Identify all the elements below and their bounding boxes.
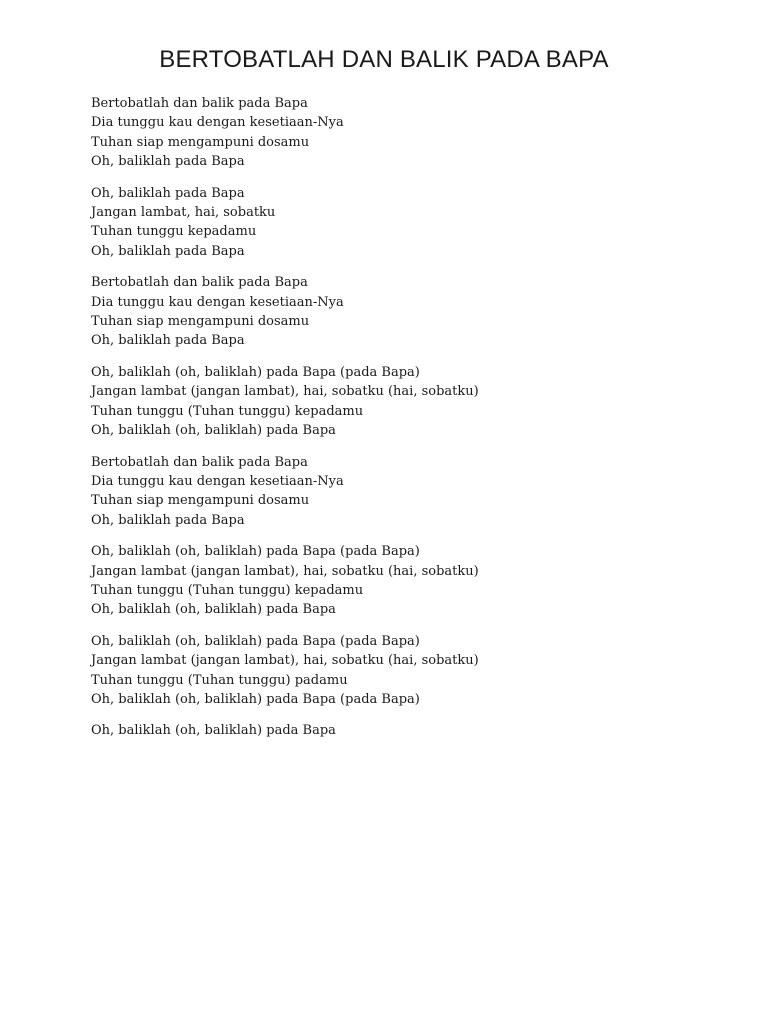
lyrics-body	[91, 94, 711, 753]
lyric-line: Oh, baliklah pada Bapa	[91, 185, 245, 201]
stanza-7	[91, 632, 711, 710]
lyric-line: Bertobatlah dan balik pada Bapa	[91, 454, 308, 470]
stanza-5	[91, 453, 711, 531]
stanza-1	[91, 94, 711, 172]
lyric-line: Tuhan siap mengampuni dosamu	[91, 314, 310, 330]
lyric-line: Dia tunggu kau dengan kesetiaan-Nya	[91, 115, 344, 131]
lyric-line: Jangan lambat (jangan lambat), hai, sobatku (hai, sobatku)	[91, 653, 479, 669]
stanza-3	[91, 273, 711, 351]
lyric-line: Oh, baliklah pada Bapa	[91, 512, 245, 528]
lyric-line: Oh, baliklah (oh, baliklah) pada Bapa	[91, 602, 336, 618]
lyric-line: Oh, baliklah (oh, baliklah) pada Bapa (pada Bapa)	[91, 544, 420, 560]
lyric-line: Bertobatlah dan balik pada Bapa	[91, 96, 308, 111]
page-title: BERTOBATLAH DAN BALIK PADA BAPA	[159, 46, 609, 73]
stanza-4	[91, 363, 711, 441]
lyric-line: Jangan lambat, hai, sobatku	[91, 205, 276, 221]
lyric-line: Oh, baliklah (oh, baliklah) pada Bapa (pada Bapa)	[91, 633, 420, 649]
lyric-line: Tuhan siap mengampuni dosamu	[91, 134, 310, 150]
lyric-line: Tuhan siap mengampuni dosamu	[91, 493, 310, 509]
lyric-line: Bertobatlah dan balik pada Bapa	[91, 275, 308, 291]
lyric-line: Jangan lambat (jangan lambat), hai, sobatku (hai, sobatku)	[91, 563, 479, 579]
lyric-line: Oh, baliklah pada Bapa	[91, 243, 245, 259]
lyric-line: Oh, baliklah pada Bapa	[91, 154, 245, 170]
stanza-8	[91, 721, 711, 740]
lyric-line: Oh, baliklah (oh, baliklah) pada Bapa (pada Bapa)	[91, 364, 420, 380]
lyric-line: Dia tunggu kau dengan kesetiaan-Nya	[91, 473, 344, 489]
lyric-line: Jangan lambat (jangan lambat), hai, sobatku (hai, sobatku)	[91, 384, 479, 400]
lyric-line: Tuhan tunggu (Tuhan tunggu) kepadamu	[91, 403, 364, 419]
stanza-2	[91, 184, 711, 262]
lyric-line: Tuhan tunggu (Tuhan tunggu) kepadamu	[91, 582, 364, 598]
lyric-line: Oh, baliklah (oh, baliklah) pada Bapa (pada Bapa)	[91, 691, 420, 707]
lyric-line: Tuhan tunggu kepadamu	[91, 224, 257, 240]
lyric-line: Dia tunggu kau dengan kesetiaan-Nya	[91, 294, 344, 310]
stanza-6	[91, 542, 711, 620]
lyric-line: Oh, baliklah (oh, baliklah) pada Bapa	[91, 723, 336, 739]
lyric-line: Tuhan tunggu (Tuhan tunggu) padamu	[91, 672, 348, 688]
lyric-line: Oh, baliklah (oh, baliklah) pada Bapa	[91, 423, 336, 439]
lyric-line: Oh, baliklah pada Bapa	[91, 333, 245, 349]
